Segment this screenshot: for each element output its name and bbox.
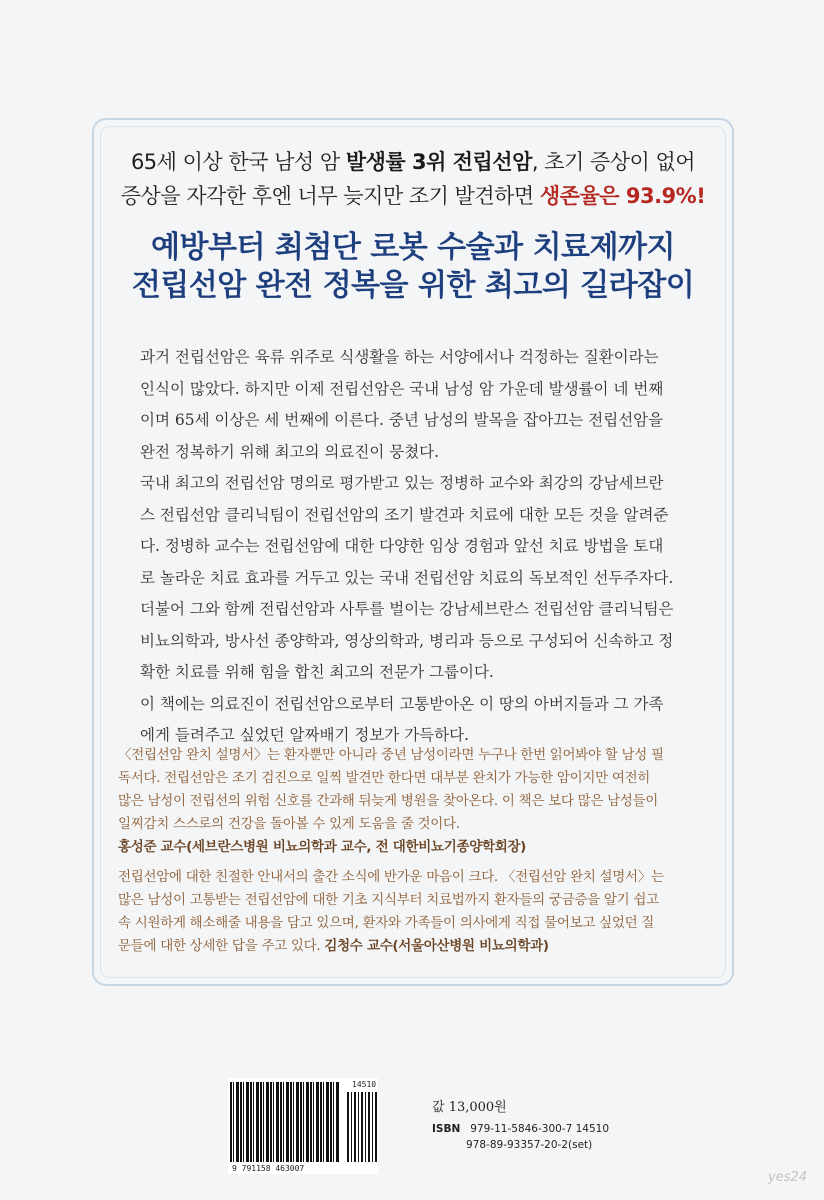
watermark: yes24 xyxy=(768,1170,808,1185)
recommendation-author: 김청수 교수(서울아산병원 비뇨의학과) xyxy=(324,938,549,954)
body-line: 이 책에는 의료진이 전립선암으로부터 고통받아온 이 땅의 아버지들과 그 가족 xyxy=(140,694,664,713)
tagline-line-2 xyxy=(100,180,726,210)
isbn-label: ISBN xyxy=(432,1123,461,1135)
recommendation-line: 많은 남성이 고통받는 전립선암에 대한 기초 지식부터 치료법까지 환자들의 궁금증을 알기 쉽고 xyxy=(118,892,659,908)
body-line: 로 놀라운 치료 효과를 거두고 있는 국내 전립선암 치료의 독보적인 선두주자다. xyxy=(140,568,674,587)
recommendation-author: 홍성준 교수(세브란스병원 비뇨의학과 교수, 전 대한비뇨기종양학회장) xyxy=(118,839,527,855)
survival-rate-highlight: 생존율은 93.9%! xyxy=(539,184,706,208)
recommendation-2 xyxy=(118,866,718,958)
recommendation-line: 일찌감치 스스로의 건강을 돌아볼 수 있게 도움을 줄 것이다. xyxy=(118,816,460,832)
price: 값 13,000원 xyxy=(432,1100,507,1115)
body-line: 비뇨의학과, 방사선 종양학과, 영상의학과, 병리과 등으로 구성되어 신속하고 정 xyxy=(140,631,674,650)
body-line: 국내 최고의 전립선암 명의로 평가받고 있는 정병하 교수와 최강의 강남세브란 xyxy=(140,474,664,492)
barcode-icon xyxy=(230,1082,340,1162)
barcode-digits: 9 791158 463007 xyxy=(232,1164,305,1173)
barcode-addon-number: 14510 xyxy=(352,1080,377,1089)
recommendation-line: 많은 남성이 전립선의 위험 신호를 간과해 뒤늦게 병원을 찾아온다. 이 책은 보다 많은 남성들이 xyxy=(118,793,659,809)
barcode-addon-icon xyxy=(347,1092,377,1162)
isbn-line-1 xyxy=(432,1122,609,1137)
isbn-number: 979-11-5846-300-7 14510 xyxy=(470,1123,610,1135)
body-line: 인식이 많았다. 하지만 이제 전립선암은 국내 남성 암 가운데 발생률이 네 번째 xyxy=(140,379,664,398)
recommendation-1 xyxy=(118,744,718,859)
tagline-2-text: 증상을 자각한 후엔 너무 늦지만 조기 발견하면 xyxy=(120,184,540,208)
body-line: 이며 65세 이상은 세 번째에 이른다. 중년 남성의 발목을 잡아끄는 전립선암을 xyxy=(140,411,664,429)
recommendation-line: 속 시원하게 해소해줄 내용을 담고 있으며, 환자와 가족들이 의사에게 직접 물어보고 싶었던 질 xyxy=(118,915,655,931)
recommendation-line: 문들에 대한 상세한 답을 주고 있다. xyxy=(118,938,321,954)
recommendation-line: 〈전립선암 완치 설명서〉는 환자뿐만 아니라 중년 남성이라면 누구나 한번 읽어봐야 할 남성 필 xyxy=(118,747,664,763)
body-line: 완전 정복하기 위해 최고의 의료진이 뭉쳤다. xyxy=(140,442,440,461)
tagline-1-text: 65세 이상 한국 남성 암 xyxy=(130,150,346,174)
recommendation-line: 독서다. 전립선암은 조기 검진으로 일찍 발견만 한다면 대부분 완치가 가능한 암이지만 여전히 xyxy=(118,770,651,786)
tagline-line-1 xyxy=(100,146,726,176)
body-line: 과거 전립선암은 육류 위주로 식생활을 하는 서양에서나 걱정하는 질환이라는 xyxy=(140,348,659,366)
headline-line-2: 전립선암 완전 정복을 위한 최고의 길라잡이 xyxy=(131,268,695,303)
recommendation-line: 전립선암에 대한 친절한 안내서의 출간 소식에 반가운 마음이 크다. 〈전립선암 완치 설명서〉는 xyxy=(118,869,664,885)
description-body xyxy=(140,342,700,752)
recommendation-last-line xyxy=(118,935,718,958)
isbn-set-number: 978-89-93357-20-2(set) xyxy=(466,1139,593,1151)
body-line: 다. 정병하 교수는 전립선암에 대한 다양한 임상 경험과 앞선 치료 방법을 토대 xyxy=(140,537,664,555)
tagline-1-bold: 발생률 3위 전립선암 xyxy=(345,150,532,174)
tagline-1-text-end: , 초기 증상이 없어 xyxy=(531,150,696,174)
body-line: 스 전립선암 클리닉팀이 전립선암의 조기 발견과 치료에 대한 모든 것을 알려준 xyxy=(140,505,669,524)
body-line: 확한 치료를 위해 힘을 합친 최고의 전문가 그룹이다. xyxy=(140,663,494,681)
body-line: 더불어 그와 함께 전립선암과 사투를 벌이는 강남세브란스 전립선암 클리닉팀은 xyxy=(140,600,674,618)
headline-line-1: 예방부터 최첨단 로봇 수술과 치료제까지 xyxy=(151,230,675,265)
body-line: 에게 들려주고 싶었던 알짜배기 정보가 가득하다. xyxy=(140,726,470,744)
